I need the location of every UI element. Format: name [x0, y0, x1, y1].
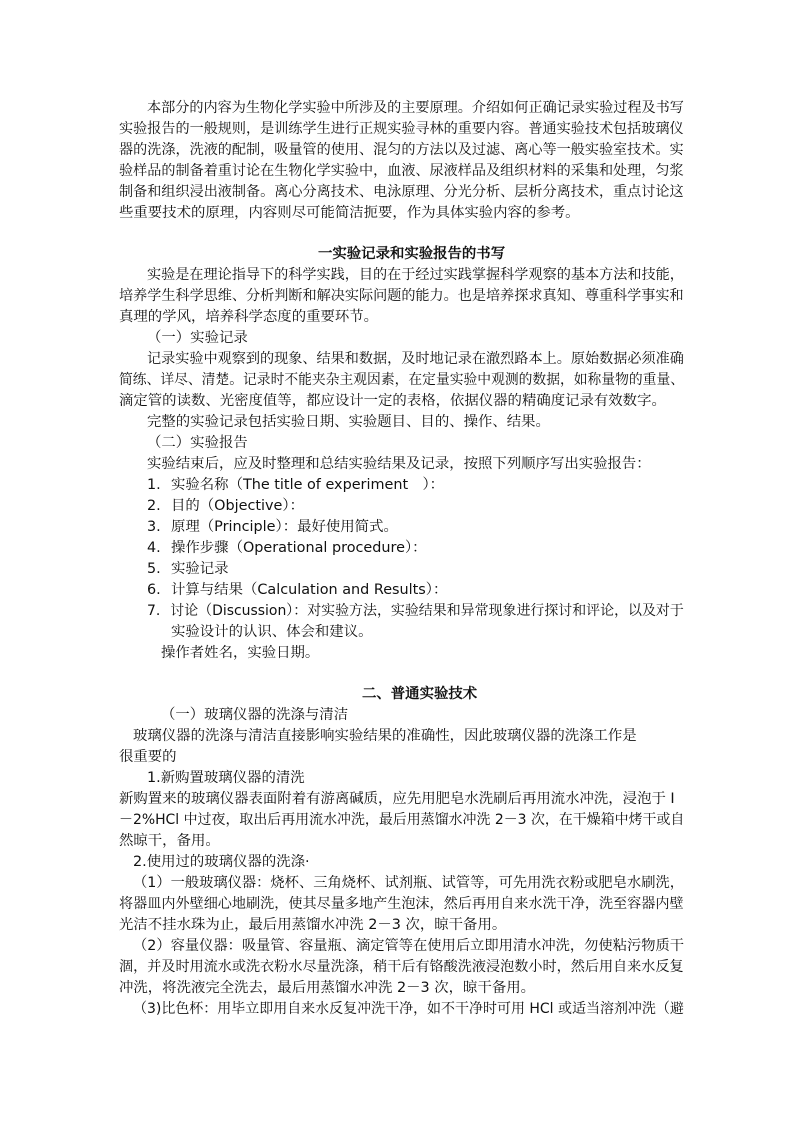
record-line-1: 记录实验中观察到的现象、结果和数据，及时地记录在澈烈路本上。原始数据必须准确: [147, 351, 684, 367]
list-item: 6. 计算与结果（Calculation and Results）：: [147, 582, 448, 598]
item2-p1-line-1: （1）一般玻璃仪器：烧杯、三角烧杯、试剂瓶、试管等，可先用洗衣粉或肥皂水刷洗，: [133, 875, 685, 891]
section1-title: 一实验记录和实验报告的书写: [318, 246, 506, 262]
intro-line-3: 器的洗涤，洗液的配制，吸量管的使用、混匀的方法以及过滤、离心等一般实验室技术。实: [119, 142, 684, 158]
intro-line-2: 实验报告的一般规则，是训练学生进行正规实验寻林的重要内容。普通实验技术包括玻璃仪: [119, 121, 684, 137]
item1-heading: 1.新购置玻璃仪器的清洗: [147, 770, 305, 786]
item2-p1-line-2: 将器皿内外壁细心地刷洗，使其尽量多地产生泡沫，然后再用自来水洗干净，洗至容器内壁: [119, 896, 684, 912]
section1-line-3: 真理的学风，培养科学态度的重要环节。: [119, 309, 379, 325]
subheading-report: （二）实验报告: [147, 435, 248, 451]
subheading-glassware: （一）玻璃仪器的洗涤与清洁: [161, 707, 349, 723]
list-item: 1. 实验名称（The title of experiment ）：: [147, 477, 445, 493]
item2-p1-line-3: 光洁不挂水珠为止，最后用蒸馏水冲洗 2－3 次，晾干备用。: [119, 917, 507, 933]
intro-line-4: 验样品的制备着重讨论在生物化学实验中，血液、尿液样品及组织材料的采集和处理，匀浆: [119, 163, 684, 179]
record-line-2: 简练、详尽、清楚。记录时不能夹杂主观因素，在定量实验中观测的数据，如称量物的重量、: [119, 372, 685, 388]
subheading-record: （一）实验记录: [147, 330, 248, 346]
item2-p2-line-2: 涸，并及时用流水或洗衣粉水尽量洗涤，稍干后有铬酸洗液浸泡数小时，然后用自来水反复: [119, 959, 684, 975]
item2-p2-line-1: （2）容量仪器：吸量管、容量瓶、滴定管等在使用后立即用清水冲洗，勿使粘污物质干: [133, 938, 685, 954]
glassware-line-1: 玻璃仪器的洗涤与清洁直接影响实验结果的准确性，因此玻璃仪器的洗涤工作是: [133, 728, 637, 744]
item1-line-2: －2%HCl 中过夜，取出后再用流水冲洗，最后用蒸馏水冲洗 2－3 次，在干燥箱中烤干或自: [119, 812, 685, 828]
item2-p2-line-3: 冲洗，将洗液完全洗去，最后用蒸馏水冲洗 2－3 次，晾干备用。: [119, 980, 536, 996]
report-intro: 实验结束后，应及时整理和总结实验结果及记录，按照下列顺序写出实验报告：: [147, 456, 651, 472]
list-item: 4. 操作步骤（Operational procedure）：: [147, 540, 427, 556]
item1-line-1: 新购置来的玻璃仪器表面附着有游离碱质，应先用肥皂水洗刷后再用流水冲洗，浸泡于 I: [119, 791, 675, 807]
list-item: 5. 实验记录: [147, 561, 229, 577]
record-line-4: 完整的实验记录包括实验日期、实验题目、目的、操作、结果。: [147, 414, 550, 430]
intro-line-6: 些重要技术的原理，内容则尽可能简洁扼要，作为具体实验内容的参考。: [119, 205, 580, 221]
signature-line: 操作者姓名，实验日期。: [161, 645, 320, 661]
record-line-3: 滴定管的读数、光密度值等，都应设计一定的表格，依据仪器的精确度记录有效数字。: [119, 393, 666, 409]
item1-line-3: 然晾干，备用。: [119, 833, 220, 849]
list-item: 7. 讨论（Discussion）：对实验方法，实验结果和异常现象进行探讨和评论，以及对于: [147, 603, 684, 619]
item2-p3-line-1: （3)比色杯：用毕立即用自来水反复冲洗干净，如不干净时可用 HCl 或适当溶剂冲洗（避: [133, 1001, 684, 1017]
section2-title: 二、普通实验技术: [362, 686, 478, 702]
list-item-continuation: 实验设计的认识、体会和建议。: [171, 624, 373, 640]
intro-line-5: 制备和组织浸出液制备。离心分离技术、电泳原理、分光分析、层析分离技术，重点讨论这: [119, 184, 684, 200]
list-item: 3. 原理（Principle）：最好使用简式。: [147, 519, 398, 535]
item2-heading: 2.使用过的玻璃仪器的洗涤·: [133, 854, 310, 870]
section1-line-1: 实验是在理论指导下的科学实践，目的在于经过实践掌握科学观察的基本方法和技能，: [147, 267, 684, 283]
section1-line-2: 培养学生科学思维、分析判断和解决实际问题的能力。也是培养探求真知、尊重科学事实和: [119, 288, 684, 304]
glassware-line-2: 很重要的: [119, 749, 177, 765]
intro-line-1: 本部分的内容为生物化学实验中所涉及的主要原理。介绍如何正确记录实验过程及书写: [147, 100, 684, 116]
list-item: 2. 目的（Objective）：: [147, 498, 304, 514]
